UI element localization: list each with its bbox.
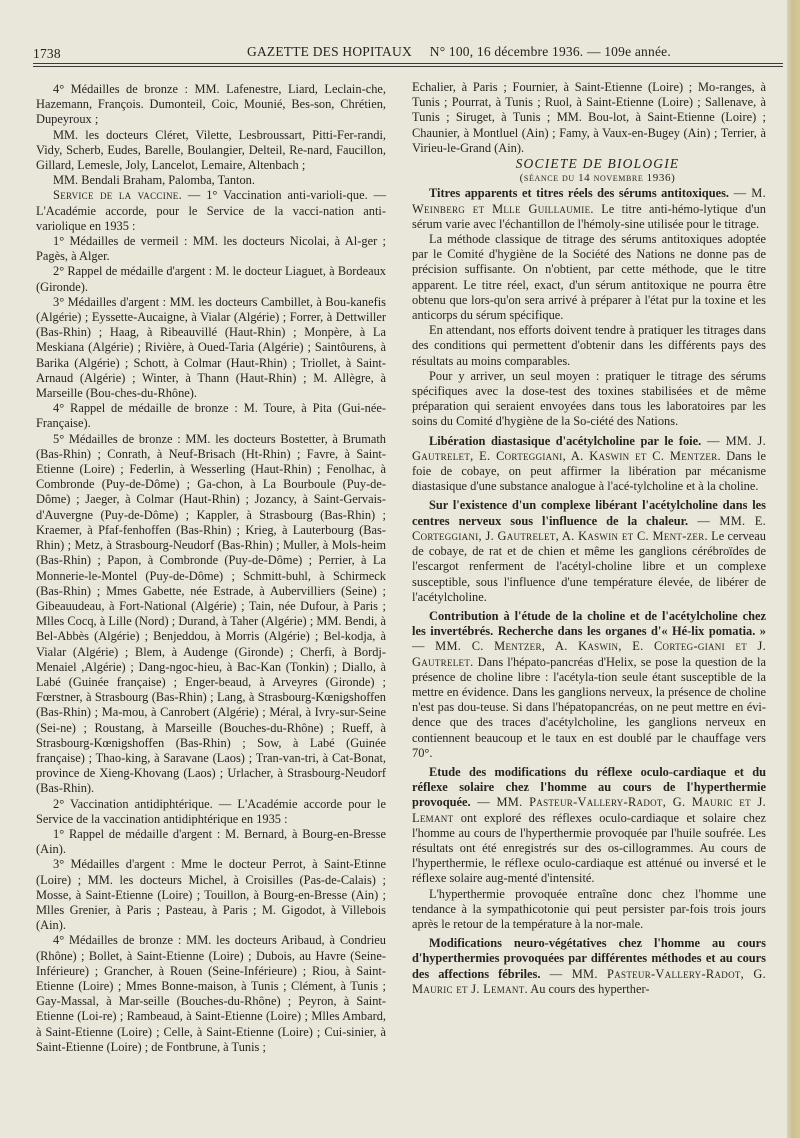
paragraph: 1° Médailles de vermeil : MM. les docteurs Nicolai, à Al-ger ; Pagès, à Alger. (36, 234, 386, 264)
article-authors: — MM. Pasteur-Vallery-Radot, G. Mauric et J. Lemant (412, 795, 766, 825)
section-title: SOCIETE DE BIOLOGIE (515, 156, 680, 172)
article-title: Etude des modifications du réflexe oculo-cardiaque et du réflexe solaire chez l'homme au cours de l'hyperthermie provoquée. (412, 764, 766, 810)
article-text: Le titre anti-hémo-lytique d'un sérum varie avec l'échantillon de l'hémoly-sine utilisée pour le titrage. (412, 201, 766, 231)
article-title: Contribution à l'étude de la choline et de l'acétylcholine chez les invertébrés. Recherche dans les organes d'« Hé-lix pomatia. » (412, 608, 766, 639)
page-number: 1738 (33, 46, 61, 61)
paragraph: En attendant, nos efforts doivent tendre à pratiquer les titrages dans des conditions qui permettent d'obtenir dans les différents pays des résultats au moins comparables. (412, 323, 766, 368)
section-label: Service de la vaccine. (53, 188, 182, 203)
article-authors: — MM. E. Corteggiani, J. Gautrelet, A. Kaswin et C. Ment-zer. (412, 513, 767, 543)
header-rule (33, 63, 783, 64)
paragraph-text: — 1° Vaccination anti-varioli-que. — L'Académie accorde, pour le Service de la vacci-nation anti-variolique en 1935 : (36, 188, 386, 233)
article-title: Sur l'existence d'un complexe libérant l'acétylcholine dans les centres nerveux sous l'influence de la chaleur. (412, 498, 766, 528)
right-column (412, 80, 766, 997)
article-text: ont exploré des réflexes oculo-cardiaque et solaire chez l'homme au cours de l'hyperthermie provoquée par l'huile soufrée. Les résultats ont été enregistrés sur des os-cillogrammes. Au cours de l'hyperthermie, le réflexe oculo-cardiaque est atténué ou inversé et le réflexe solaire aug-menté d'intensité. (412, 810, 766, 886)
paragraph: 3° Médailles d'argent : Mme le docteur Perrot, à Saint-Etinne (Loire) ; MM. les docteurs Michel, à Croisilles (Pas-de-Calais) ; Mosse, à Saint-Etienne (Loire) ; Touillon, à Bourg-en-Bresse (Ain) ; Mlles Grenier, à Paris ; Pasteau, à Paris ; M. Gigodot, à Villebois (Ain). (36, 857, 386, 933)
paragraph: MM. les docteurs Cléret, Vilette, Lesbroussart, Pitti-Fer-randi, Vidy, Scherb, Eudes, Barelle, Boulangier, Delteil, Re-nard, Faucillon, Gillard, Lemesle, Joly, Lancelot, Lemaire, Altenbach ; (36, 127, 386, 173)
article-text: Le cerveau de cobaye, de rat et de chien et même les ganglions cérébroïdes de l'escargot renferment de l'acétyl-choline libre et un complexe susceptible, sous l'influence d'une température élevée, de libérer de l'acétylcholine. (412, 528, 766, 604)
article-complexe-acetylcholine (412, 498, 766, 604)
session-date: (séance du 14 novembre 1936) (519, 172, 676, 185)
paragraph: 2° Rappel de médaille d'argent : M. le docteur Liaguet, à Bordeaux (Gironde). (36, 264, 386, 294)
paragraph: 1° Rappel de médaille d'argent : M. Bernard, à Bourg-en-Bresse (Ain). (36, 826, 386, 857)
paragraph: Echalier, à Paris ; Fournier, à Saint-Etienne (Loire) ; Mo-ranges, à Tunis ; Pourrat, à Tunis ; Ruol, à Saint-Etienne (Loire) ; Sallenave, à Tunis ; Siruget, à Tunis ; MM. Bou-lot, à Saint-Etienne (Loire) ; Chaunier, à Montluel (Ain) ; Famy, à Vaux-en-Bugey (Ain) ; Terrier, à Virieu-le-Grand (Ain). (412, 80, 766, 155)
article-text: Dans le foie de cobaye, on peut affirmer la libération par mécanisme diastasique d'une substance analogue à l'acé-tylcholine et à la choline. (412, 448, 766, 494)
paragraph: 4° Médailles de bronze : MM. les docteurs Aribaud, à Condrieu (Rhône) ; Bollet, à Saint-Etienne (Loire) ; Dubois, au Havre (Seine-Inférieure) ; Grancher, à Rouen (Seine-Inférieure) ; Riou, à Saint-Etienne (Loire) ; Mmes Bonne-maison, à Tunis ; Clément, à Tunis ; Gay-Massal, à Mar-seille (Bouches-du-Rhône) ; Peyron, à Saint-Etienne (Loi-re) ; Rambeaud, à Saint-Etienne (Loire) ; Mlles Ambard, à Saint-Etienne (Loire) ; Celle, à Saint-Etienne (Loire) ; Cui-sinier, à Saint-Etienne (Loire) ; de Fontbrune, à Tunis ; (36, 933, 386, 1054)
article-text: Dans l'hépato-pancréas d'Helix, se pose la question de la présence de choline libre : l'acétyla-tion seule étant susceptible de la mettre en évidence. Dans les ganglions nerveux, la présence de choline n'est pas dou-teuse. Si dans l'hépatopancréas, on ne peut mettre en évi-dence que des traces d'acétylcholine, les ganglions nerveux en contiennent beaucoup et le taux en est doublé par le chauffage vers 70°. (412, 654, 766, 760)
article-title: Titres apparents et titres réels des sérums antitoxiques. (429, 186, 730, 201)
article-authors: — MM. J. Gautrelet, E. Corteggiani, A. Kaswin et C. Mentzer. (412, 433, 766, 463)
page-header (33, 44, 781, 64)
paragraph (36, 188, 386, 234)
paragraph: L'hyperthermie provoquée entraîne donc chez l'homme une tendance à la sympathicotonie qui peut persister par-fois trois jours après le retour de la température à la nor-male. (412, 886, 766, 931)
paragraph: Pour y arriver, un seul moyen : pratiquer le titrage des sérums spécifiques avec la dose-test des toxines stabilisées et de même préparation qui seraient envoyées dans tous les laboratoires par les soins du Comité d'hygiène de la So-ciété des Nations. (412, 368, 766, 429)
article-authors: — M. Weinberg et Mlle Guillaumie. (412, 186, 767, 216)
paragraph: 4° Médailles de bronze : MM. Lafenestre, Liard, Leclain-che, Hazemann, François. Dumonteil, Coic, Mounié, Bes-son, Chrétien, Dupeyroux ; (36, 82, 386, 127)
article-liberation-diastasique (412, 434, 766, 495)
article-title: Libération diastasique d'acétylcholine par le foie. (429, 433, 702, 448)
article-title: Modifications neuro-végétatives chez l'homme au cours d'hyperthermies provoquées par différentes méthodes et au cours des affections fébriles. (412, 936, 766, 981)
paragraph: 4° Rappel de médaille de bronze : M. Toure, à Pita (Gui-née-Française). (36, 401, 386, 431)
article-choline-invertebres (412, 609, 766, 761)
paragraph: 3° Médailles d'argent : MM. les docteurs Cambillet, à Bou-kanefis (Algérie) ; Eyssette-Aucaigne, à Vialar (Algérie) ; Forrer, à Dettwiller (Bas-Rhin) ; Haag, à Ribeauvillé (Haut-Rhin) ; Monpère, à La Meskiana (Algérie) ; Rivière, à Oued-Taria (Algérie) ; Saintôurens, à Barika (Algérie) ; Schott, à Colmar (Haut-Rhin) ; Triollet, à Saint-Arnaud (Algérie) ; Winter, à Thann (Haut-Rhin) ; M. Allègre, à Marseille (Bou-ches-du-Rhône). (36, 294, 386, 401)
running-title: GAZETTE DES HOPITAUX N° 100, 16 décembre 1936. — 109e année. (247, 44, 671, 59)
article-authors: — MM. Pasteur-Vallery-Radot, G. Mauric et J. Lemant. (412, 966, 766, 996)
paragraph: MM. Bendali Braham, Palomba, Tanton. (53, 173, 255, 188)
paragraph: 2° Vaccination antidiphtérique. — L'Académie accorde pour le Service de la vaccination antidiphtérique en 1935 : (36, 796, 386, 826)
left-column (36, 82, 386, 1055)
article-text: Au cours des hyperther- (527, 981, 650, 996)
page-edge (787, 0, 800, 1138)
paragraph: 5° Médailles de bronze : MM. les docteurs Bostetter, à Brumath (Bas-Rhin) ; Conrath, à Neuf-Brisach (Ht-Rhin) ; Favre, à Saint-Etienne (Loire) ; Federlin, à Wesserling (Haut-Rhin) ; Fenolhac, à Combronde (Puy-de-Dôme) ; Ga-chon, à La Bourboule (Puy-de-Dôme) ; Jaeger, à Colmar (Haut-Rhin) ; Jozancy, à Saint-Gervais-d'Auvergne (Puy-de-Dôme) ; Kappler, à Strasbourg (Bas-Rhin) ; Kraemer, à Pfaf-fenhoffen (Bas-Rhin) ; Krieg, à Lauterbourg (Bas-Rhin) ; Metz, à Strasbourg-Neudorf (Bas-Rhin) ; Muller, à Mols-heim (Bas-Rhin) ; Papon, à Combronde (Puy-de-Dôme) ; Perrier, à La Monnerie-le-Montel (Puy-de-Dôme) ; Schmitt-buhl, à Schirmeck (Bas-Rhin) ; Mmes Gabette, née Estrade, à Aubervilliers (Seine) ; Gibeauudeau, à Fort-National (Algérie) ; Tain, née Dufour, à Paris ; Mlles Cocq, à Lille (Nord) ; Durand, à Taher (Algérie) ; MM. Bendi, à Bel-Abbès (Algérie) ; Benjeddou, à Morris (Algérie) ; Bel-kodja, à Vialar (Algérie) ; Blem, à Audenge (Gironde) ; Cherfi, à Bordj-Menaiel ,Algérie) ; Dang-ngoc-hieu, à Bac-Kan (Tonkin) ; Diallo, à Labé (Guinée française) ; Enger-beaud, à Arveyres (Gironde) ; Fœrstner, à Strasbourg (Bas-Rhin) ; Lang, à Strasbourg-Kœnigshoffen (Bas-Rhin) ; Ma-mou, à Canrobert (Algérie) ; Méral, à Ivry-sur-Seine (Sei-ne) ; Roustang, à Marseille (Bouches-du-Rhône) ; Rueff, à Strasbourg-Kœnigshoffen (Bas-Rhin) ; Sow, à Labé (Guinée française) ; Thao-king, à Saravane (Laos) ; Tran-van-tri, à Cat-Bonat, province de Xieng-Khovang (Laos) ; Urlacher, à Strasbourg-Neudorf (Bas-Rhin). (36, 431, 386, 796)
article-neuro-vegetatives (412, 936, 766, 997)
article-reflexe-oculo-cardiaque (412, 765, 766, 887)
article-authors: — MM. C. Mentzer, A. Kaswin, E. Corteg-giani et J. Gautrelet. (412, 639, 766, 669)
paragraph: La méthode classique de titrage des sérums antitoxiques adoptée par le Comité d'hygiène de la Société des Nations ne donne pas de précision suffisante. On n'obtient, par cette méthode, que le titre apparent. Le titre réel, exact, d'un sérum antitoxique ne pourra être obtenu que lors-qu'on sera arrivé à préparer à l'état pur la toxine et les anticorps du sérum spécifique. (412, 232, 766, 323)
header-rule-double (33, 66, 783, 67)
article-weinberg (412, 186, 766, 232)
